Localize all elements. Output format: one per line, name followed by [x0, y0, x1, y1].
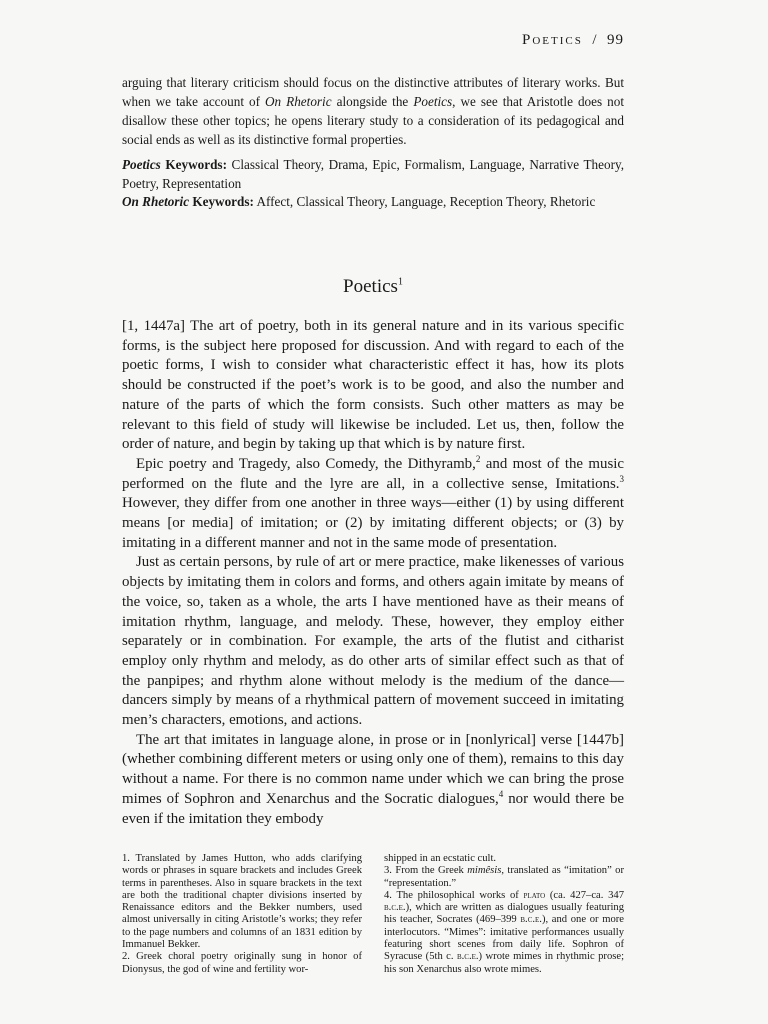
footnote-smallcaps: b.c.e. [456, 951, 479, 963]
body-text: However, they differ from one another in three ways—either (1) by using different means [or media] of imitation; or (2) by imitating different objects; or (3) by imitating in a different manner and not in the same mode of presentation. [122, 495, 624, 551]
footnote-text: ) wrote mimes in rhythmic prose; his son Xenarchus also wrote mimes. [384, 951, 625, 975]
poetics-keyword-list: Classical Theory, Drama, Epic, Formalism, Language, Narrative Theory, Poetry, Representation [122, 157, 624, 191]
running-head-title: Poetics [521, 32, 583, 48]
footnote-1: 1. Translated by James Hutton, who adds clarifying words or phrases in square brackets and includes Greek terms in parentheses. Also in square brackets in the text are both the traditional chapter divisions inserted by Renaissance editors and the Bekker numbers, used almost universally in citing Aristotle’s works; they refer to the page numbers and columns of an 1831 edition by Immanuel Bekker. [122, 853, 362, 951]
footnote-ref[interactable]: 3 [619, 473, 624, 484]
poetics-keywords [122, 156, 624, 193]
footnote-ref[interactable]: 4 [498, 788, 504, 799]
intro-italic: On Rhetoric [265, 94, 332, 109]
body-paragraph: [1, 1447a] The art of poetry, both in its general nature and in its various specific forms, is the subject here proposed for discussion. And with regard to each of the poetic forms, I wish to consider what characteristic effect it has, how its plots should be constructed if the poet’s work is to be good, and also the number and nature of the parts of which the form consists. Such other matters as may be relevant to this field of study will likewise be included. Let us, then, follow the order of nature, and begin by taking up that which is by nature first. [122, 318, 624, 453]
intro-text: arguing that literary criticism should focus on the distinctive attributes of literary works. But when we take account of [122, 75, 624, 109]
footnote-4 [384, 890, 624, 976]
footnote-text: 4. The philosophical works of [384, 889, 524, 901]
page-number: 99 [607, 32, 624, 48]
rhetoric-keyword-list: Affect, Classical Theory, Language, Reception Theory, Rhetoric [253, 194, 596, 209]
intro-text: , we see that Aristotle does not disallow these other topics; he opens literary study to a consideration of its pedagogical and social ends as well as its distinctive formal properties. [122, 94, 625, 147]
body-text: Epic poetry and Tragedy, also Comedy, the Dithyramb, [136, 455, 476, 472]
footnotes-left-column [122, 853, 362, 976]
footnote-smallcaps: b.c.e. [384, 902, 406, 914]
keywords-label: Keywords: [165, 157, 227, 172]
footnote-2-continued: shipped in an ecstatic cult. [384, 853, 497, 864]
footnote-text: , translated as “imitation” or “representation.” [384, 865, 624, 889]
footnote-smallcaps: b.c.e. [520, 914, 542, 926]
intro-paragraph [122, 73, 624, 149]
poetics-label: Poetics [122, 157, 161, 172]
footnote-text: ), and one or more interlocutors. “Mimes”: imitative performances usually featuring short scenes from daily life. Sophron of Syracuse (5th c. [384, 914, 624, 963]
footnote-ref[interactable]: 2 [475, 453, 481, 464]
footnote-3 [384, 865, 624, 890]
footnote-text: ), which are written as dialogues usually featuring his teacher, Socrates (469–399 [384, 902, 624, 926]
body-paragraph [122, 731, 624, 830]
body-paragraph [122, 455, 624, 554]
footnotes-right-column [384, 853, 624, 976]
body-text: The art that imitates in language alone, in prose or in [nonlyrical] verse [1447b] (whether combining different meters or using only one of them), remains to this day without a name. For there is no common name under which we can bring the prose mimes of Sophron and Xenarchus and the Socratic dialogues, [122, 731, 624, 807]
rhetoric-label: On Rhetoric [122, 194, 190, 209]
rhetoric-keywords [122, 193, 624, 212]
body-text: and most of the music performed on the flute and the lyre are all, in a collective sense, Imitations. [122, 455, 624, 492]
section-title-text: Poetics [343, 276, 398, 297]
keywords-label: Keywords: [192, 194, 254, 209]
keywords-block [122, 156, 624, 212]
main-text [122, 317, 624, 829]
running-head [522, 32, 624, 49]
intro-italic: Poetics [413, 94, 453, 109]
footnote-ref[interactable]: 1 [397, 276, 403, 288]
body-paragraph: Just as certain persons, by rule of art or mere practice, make likenesses of various objects by imitating them in colors and forms, and others again imitate by means of the voice, so, taken as a whole, the arts I have mentioned have as their means of imitation rhythm, language, and melody. These, however, they employ either separately or in combination. For example, the arts of the flutist and citharist employ only rhythm and melody, as do other arts of similar effect such as that of the panpipes; and rhythm alone without melody is the medium of the dance—dancers simply by means of a rhythmical pattern of movement succeed in imitating men’s characters, emotions, and actions. [122, 554, 624, 729]
footnote-2: 2. Greek choral poetry originally sung in honor of Dionysus, the god of wine and fertility wor- [122, 951, 362, 975]
running-head-separator: / [592, 32, 598, 48]
footnote-text: (ca. 427–ca. 347 [545, 889, 624, 901]
body-text: nor would there be even if the imitation they embody [122, 790, 624, 827]
footnote-italic: mimêsis [467, 865, 502, 877]
intro-text: alongside the [331, 94, 414, 109]
section-title [122, 276, 624, 298]
footnote-text: 3. From the Greek [384, 865, 468, 877]
footnote-smallcaps: plato [523, 889, 546, 901]
footnotes [122, 853, 624, 976]
